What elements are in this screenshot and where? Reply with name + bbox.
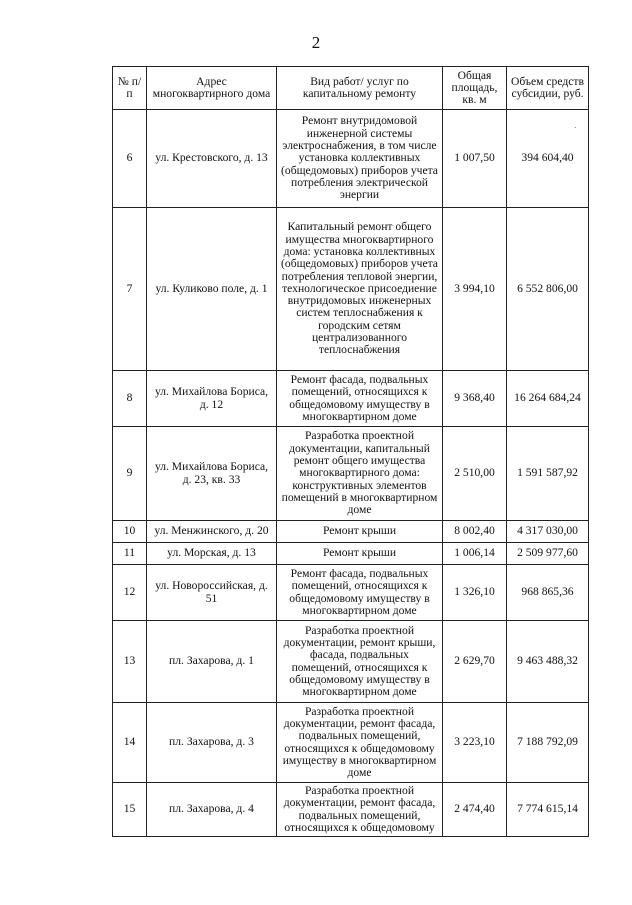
row-address: ул. Менжинского, д. 20 (147, 521, 277, 543)
row-address: ул. Новороссийская, д. 51 (147, 565, 277, 621)
row-area: 1 006,14 (443, 543, 507, 565)
row-address: пл. Захарова, д. 1 (147, 621, 277, 703)
table-row (113, 208, 589, 371)
row-address: ул. Куликово поле, д. 1 (147, 208, 277, 371)
row-num: 7 (113, 208, 147, 371)
row-num: 14 (113, 703, 147, 783)
row-work: Ремонт внутридомовой инженерной системы электроснабжения, в том числе установка коллективных (общедомовых) приборов учета потребления электрической энергии (277, 110, 443, 208)
row-area: 2 629,70 (443, 621, 507, 703)
row-num: 10 (113, 521, 147, 543)
row-num: 15 (113, 783, 147, 837)
row-subsidy: 394 604,40 (507, 110, 589, 208)
header-num: № п/п (113, 67, 147, 110)
row-work: Разработка проектной документации, капитальный ремонт общего имущества многоквартирного дома: конструктивных элементов помещений в многоквартирном доме (277, 427, 443, 521)
row-address: ул. Михайлова Бориса, д. 12 (147, 371, 277, 427)
row-address: ул. Морская, д. 13 (147, 543, 277, 565)
row-area: 1 326,10 (443, 565, 507, 621)
row-address: ул. Крестовского, д. 13 (147, 110, 277, 208)
row-area: 3 223,10 (443, 703, 507, 783)
row-area: 9 368,40 (443, 371, 507, 427)
row-address: пл. Захарова, д. 4 (147, 783, 277, 837)
table-row (113, 427, 589, 521)
row-subsidy: 6 552 806,00 (507, 208, 589, 371)
header-area: Общая площадь, кв. м (443, 67, 507, 110)
row-work: Ремонт крыши (277, 543, 443, 565)
row-num: 9 (113, 427, 147, 521)
table-row (113, 783, 589, 837)
row-subsidy: 16 264 684,24 (507, 371, 589, 427)
row-work: Ремонт фасада, подвальных помещений, относящихся к общедомовому имуществу в многоквартирном доме (277, 371, 443, 427)
row-subsidy: 9 463 488,32 (507, 621, 589, 703)
row-work: Ремонт крыши (277, 521, 443, 543)
row-area: 8 002,40 (443, 521, 507, 543)
row-subsidy: 2 509 977,60 (507, 543, 589, 565)
row-area: 1 007,50 (443, 110, 507, 208)
scan-mark: · (574, 124, 577, 132)
row-area: 2 474,40 (443, 783, 507, 837)
row-work: Разработка проектной документации, ремонт фасада, подвальных помещений, относящихся к общедомовому (277, 783, 443, 837)
page-number: 2 (311, 33, 321, 52)
row-work: Капитальный ремонт общего имущества многоквартирного дома: установка коллективных (общедомовых) приборов учета потребления тепловой энергии, технологическое присоедиение внутридомовых инженерных систем теплоснабжения к городским сетям централизованного теплоснабжения (277, 208, 443, 371)
row-subsidy: 7 774 615,14 (507, 783, 589, 837)
row-address: пл. Захарова, д. 3 (147, 703, 277, 783)
row-address: ул. Михайлова Бориса, д. 23, кв. 33 (147, 427, 277, 521)
table-row (113, 371, 589, 427)
row-work: Разработка проектной документации, ремонт крыши, фасада, подвальных помещений, относящихся к общедомовому имуществу в многоквартирном доме (277, 621, 443, 703)
row-work: Ремонт фасада, подвальных помещений, относящихся к общедомовому имуществу в многоквартирном доме (277, 565, 443, 621)
row-num: 13 (113, 621, 147, 703)
header-address: Адрес многоквартирного дома (147, 67, 277, 110)
row-num: 8 (113, 371, 147, 427)
row-subsidy: 4 317 030,00 (507, 521, 589, 543)
row-area: 2 510,00 (443, 427, 507, 521)
row-num: 6 (113, 110, 147, 208)
header-work: Вид работ/ услуг по капитальному ремонту (277, 67, 443, 110)
row-subsidy: 1 591 587,92 (507, 427, 589, 521)
header-subsidy: Объем средств субсидии, руб. (507, 67, 589, 110)
subsidy-table (112, 66, 589, 837)
table-row (113, 565, 589, 621)
row-num: 12 (113, 565, 147, 621)
table-row (113, 521, 589, 543)
table-row (113, 543, 589, 565)
row-work: Разработка проектной документации, ремонт фасада, подвальных помещений, относящихся к общедомовому имуществу в многоквартирном доме (277, 703, 443, 783)
row-num: 11 (113, 543, 147, 565)
table-row (113, 110, 589, 208)
row-subsidy: 968 865,36 (507, 565, 589, 621)
table-header-row (113, 67, 589, 110)
row-area: 3 994,10 (443, 208, 507, 371)
row-subsidy: 7 188 792,09 (507, 703, 589, 783)
table-row (113, 703, 589, 783)
table-row (113, 621, 589, 703)
